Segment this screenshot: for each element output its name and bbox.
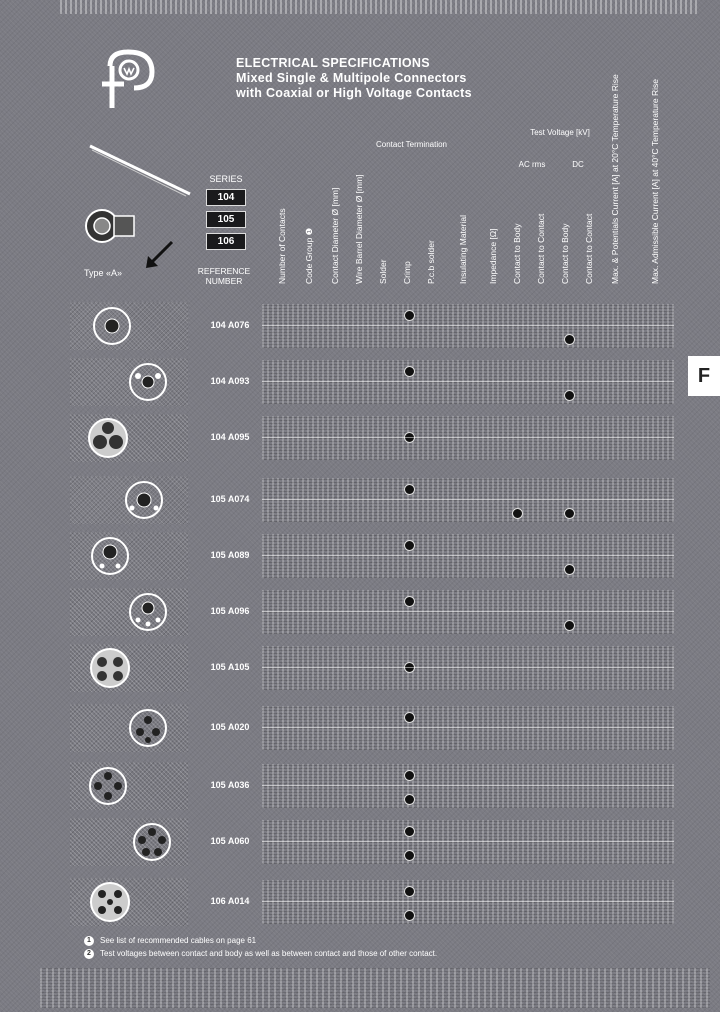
solder-dot-icon bbox=[404, 910, 415, 921]
table-row bbox=[70, 532, 680, 580]
section-tab[interactable]: F bbox=[688, 356, 720, 396]
reference-number: 106 A014 bbox=[210, 896, 250, 906]
ac-dot-icon bbox=[512, 508, 523, 519]
col-contact-diameter: Contact Diameter Ø [mm] bbox=[330, 187, 340, 284]
solder-dot-icon bbox=[404, 662, 415, 673]
col-impedance: Impedance [Ω] bbox=[488, 228, 498, 284]
table-row bbox=[70, 762, 680, 810]
col-code-group: Code Group ❶ bbox=[304, 227, 314, 284]
solder-dot-icon bbox=[404, 366, 415, 377]
company-logo-icon bbox=[96, 48, 160, 112]
col-solder: Solder bbox=[378, 259, 388, 284]
solder-dot-icon bbox=[404, 432, 415, 443]
row-values bbox=[262, 416, 674, 460]
table-row bbox=[70, 302, 680, 350]
reference-number: 105 A060 bbox=[210, 836, 250, 846]
title-line-2: Mixed Single & Multipole Connectors bbox=[236, 71, 467, 85]
row-values bbox=[262, 304, 674, 348]
connector-face-image bbox=[70, 532, 188, 580]
connector-face-image bbox=[70, 818, 188, 866]
footnote-2-marker: 2 bbox=[84, 949, 94, 959]
table-row bbox=[70, 476, 680, 524]
reference-number: 105 A074 bbox=[210, 494, 250, 504]
series-104-badge: 104 bbox=[206, 189, 246, 206]
row-values bbox=[262, 764, 674, 808]
title-line-3: with Coaxial or High Voltage Contacts bbox=[236, 86, 472, 100]
col-dc-contact-to-contact: Contact to Contact bbox=[584, 213, 594, 284]
row-values bbox=[262, 534, 674, 578]
connector-face-image bbox=[70, 358, 188, 406]
dc-dot-icon bbox=[564, 508, 575, 519]
solder-dot-icon bbox=[404, 484, 415, 495]
connector-face-image bbox=[70, 762, 188, 810]
col-max-current-40c: Max. Admissible Current [A] at 40°C Temperature Rise bbox=[650, 79, 660, 284]
solder-dot-icon bbox=[404, 886, 415, 897]
solder-dot-icon bbox=[404, 310, 415, 321]
solder-dot-icon bbox=[404, 850, 415, 861]
connector-face-image bbox=[70, 878, 188, 926]
series-105-badge: 105 bbox=[206, 211, 246, 228]
test-voltage-header: Test Voltage [kV] bbox=[530, 128, 590, 137]
connector-illustration bbox=[80, 202, 140, 252]
row-values bbox=[262, 590, 674, 634]
connector-face-image bbox=[70, 588, 188, 636]
series-label: SERIES bbox=[209, 174, 243, 184]
row-values bbox=[262, 880, 674, 924]
solder-dot-icon bbox=[404, 770, 415, 781]
dc-dot-icon bbox=[564, 564, 575, 575]
ac-rms-header: AC rms bbox=[518, 160, 546, 169]
arrow-icon bbox=[144, 240, 174, 270]
col-insulating-material: Insulating Material bbox=[458, 215, 468, 284]
page-title bbox=[236, 56, 472, 101]
reference-number: 104 A076 bbox=[210, 320, 250, 330]
table-row bbox=[70, 588, 680, 636]
series-block bbox=[196, 174, 256, 250]
reference-number: 105 A036 bbox=[210, 780, 250, 790]
table-row bbox=[70, 704, 680, 752]
reference-number-label bbox=[192, 266, 256, 286]
col-pcb-solder: P.c.b solder bbox=[426, 240, 436, 284]
footnote-1-text: See list of recommended cables on page 61 bbox=[100, 936, 257, 945]
scan-noise-bottom bbox=[40, 968, 710, 1008]
connector-face-image bbox=[70, 414, 188, 462]
footnote-2 bbox=[84, 947, 437, 960]
connector-face-image bbox=[70, 704, 188, 752]
row-values bbox=[262, 820, 674, 864]
dc-dot-icon bbox=[564, 390, 575, 401]
reference-number: 105 A096 bbox=[210, 606, 250, 616]
footnote-1-marker: 1 bbox=[84, 936, 94, 946]
reference-number: 104 A095 bbox=[210, 432, 250, 442]
col-max-current-20c: Max. & Potentials Current [A] at 20°C Temperature Rise bbox=[610, 74, 620, 284]
type-label: Type «A» bbox=[84, 268, 123, 278]
table-row bbox=[70, 818, 680, 866]
table-row bbox=[70, 878, 680, 926]
connector-face-image bbox=[70, 644, 188, 692]
scan-noise-top bbox=[60, 0, 700, 14]
col-crimp: Crimp bbox=[402, 261, 412, 284]
footnote-2-text: Test voltages between contact and body as well as between contact and those of other contact. bbox=[100, 949, 438, 958]
footnotes bbox=[84, 934, 437, 960]
col-wire-barrel-diameter: Wire Barrel Diameter Ø [mm] bbox=[354, 174, 364, 284]
col-ac-contact-to-body: Contact to Body bbox=[512, 223, 522, 284]
contact-termination-header: Contact Termination bbox=[376, 140, 447, 149]
solder-dot-icon bbox=[404, 596, 415, 607]
cable-illustration bbox=[86, 140, 196, 200]
row-values bbox=[262, 646, 674, 690]
dc-dot-icon bbox=[564, 334, 575, 345]
footnote-1 bbox=[84, 934, 437, 947]
solder-dot-icon bbox=[404, 794, 415, 805]
reference-number: 105 A020 bbox=[210, 722, 250, 732]
row-values bbox=[262, 706, 674, 750]
table-row bbox=[70, 358, 680, 406]
table-row bbox=[70, 644, 680, 692]
series-106-badge: 106 bbox=[206, 233, 246, 250]
reference-number: 105 A089 bbox=[210, 550, 250, 560]
reference-label-line-2: NUMBER bbox=[205, 276, 243, 286]
row-values bbox=[262, 478, 674, 522]
reference-label-line-1: REFERENCE bbox=[197, 266, 251, 276]
reference-number: 105 A105 bbox=[210, 662, 250, 672]
solder-dot-icon bbox=[404, 712, 415, 723]
solder-dot-icon bbox=[404, 826, 415, 837]
col-dc-contact-to-body: Contact to Body bbox=[560, 223, 570, 284]
table-row bbox=[70, 414, 680, 462]
connector-face-image bbox=[70, 476, 188, 524]
col-ac-contact-to-contact: Contact to Contact bbox=[536, 213, 546, 284]
solder-dot-icon bbox=[404, 540, 415, 551]
title-line-1: ELECTRICAL SPECIFICATIONS bbox=[236, 56, 430, 70]
reference-number: 104 A093 bbox=[210, 376, 250, 386]
dc-header: DC bbox=[572, 160, 584, 169]
dc-dot-icon bbox=[564, 620, 575, 631]
connector-face-image bbox=[70, 302, 188, 350]
row-values bbox=[262, 360, 674, 404]
col-number-of-contacts: Number of Contacts bbox=[277, 208, 287, 284]
